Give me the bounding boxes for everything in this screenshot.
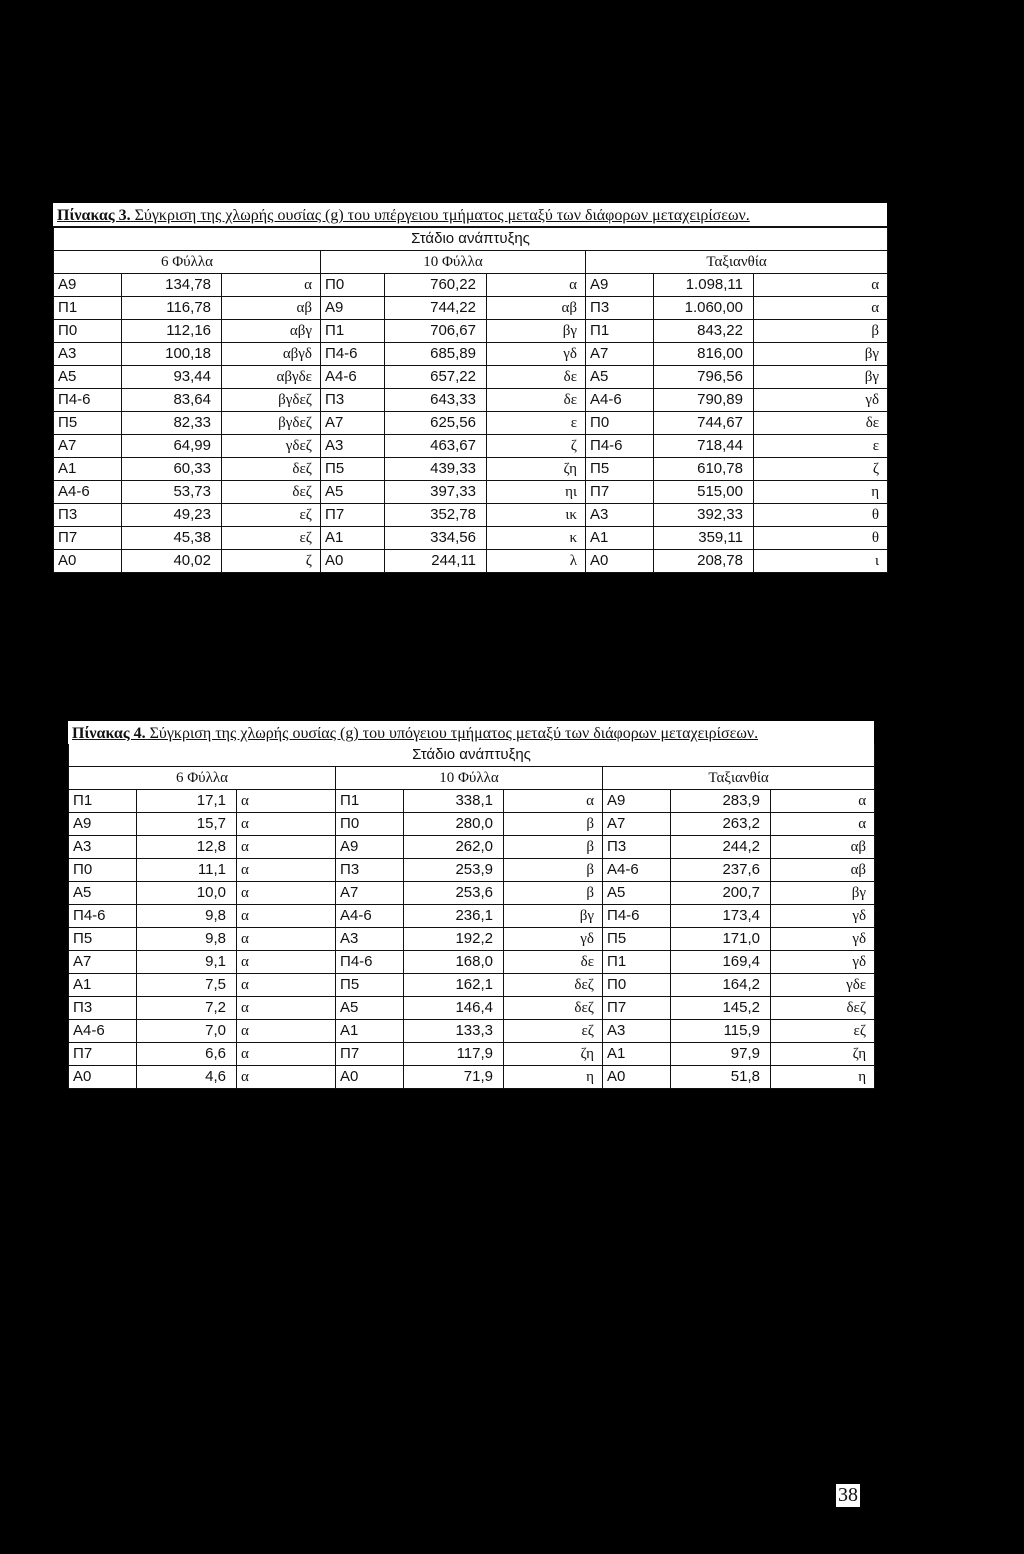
inflorescence-treatment-cell: Α7 xyxy=(586,343,654,366)
10-leaves-treatment-cell: Α5 xyxy=(336,997,404,1020)
inflorescence-value-cell: 200,7 xyxy=(671,882,771,905)
inflorescence-value-cell: 169,4 xyxy=(671,951,771,974)
table-row xyxy=(54,504,888,527)
inflorescence-group-cell: δε xyxy=(754,412,888,435)
inflorescence-group-cell: α xyxy=(754,297,888,320)
inflorescence-treatment-cell: Π4-6 xyxy=(586,435,654,458)
inflorescence-treatment-cell: Α4-6 xyxy=(586,389,654,412)
table-4-caption-label: Πίνακας 4. xyxy=(72,725,146,742)
10-leaves-value-cell: 244,11 xyxy=(385,550,487,573)
6-leaves-group-cell: αβγ xyxy=(222,320,321,343)
inflorescence-group-cell: βγ xyxy=(771,882,875,905)
6-leaves-value-cell: 12,8 xyxy=(137,836,237,859)
10-leaves-treatment-cell: Α1 xyxy=(336,1020,404,1043)
inflorescence-value-cell: 796,56 xyxy=(654,366,754,389)
table-row xyxy=(69,928,875,951)
10-leaves-group-cell: λ xyxy=(487,550,586,573)
6-leaves-treatment-cell: Π4-6 xyxy=(69,905,137,928)
6-leaves-group-cell: α xyxy=(237,813,336,836)
inflorescence-group-cell: ε xyxy=(754,435,888,458)
table-4-caption-text: Σύγκριση της χλωρής ουσίας (g) του υπόγειου τμήματος μεταξύ των διάφορων μεταχειρίσεων. xyxy=(145,725,759,742)
inflorescence-group-cell: θ xyxy=(754,527,888,550)
inflorescence-group-cell: γδε xyxy=(771,974,875,997)
inflorescence-group-cell: γδ xyxy=(771,951,875,974)
inflorescence-value-cell: 263,2 xyxy=(671,813,771,836)
table-4-col-header-6-leaves: 6 Φύλλα xyxy=(69,767,336,790)
6-leaves-treatment-cell: Α7 xyxy=(54,435,122,458)
inflorescence-value-cell: 145,2 xyxy=(671,997,771,1020)
table-row xyxy=(69,836,875,859)
10-leaves-group-cell: η xyxy=(504,1066,603,1089)
table-row xyxy=(69,974,875,997)
6-leaves-treatment-cell: Π1 xyxy=(69,790,137,813)
inflorescence-value-cell: 244,2 xyxy=(671,836,771,859)
10-leaves-treatment-cell: Α1 xyxy=(321,527,385,550)
inflorescence-group-cell: α xyxy=(771,790,875,813)
10-leaves-treatment-cell: Π7 xyxy=(321,504,385,527)
10-leaves-value-cell: 463,67 xyxy=(385,435,487,458)
10-leaves-treatment-cell: Π4-6 xyxy=(336,951,404,974)
10-leaves-value-cell: 397,33 xyxy=(385,481,487,504)
inflorescence-value-cell: 610,78 xyxy=(654,458,754,481)
inflorescence-treatment-cell: Π0 xyxy=(603,974,671,997)
6-leaves-group-cell: αβγδ xyxy=(222,343,321,366)
inflorescence-group-cell: βγ xyxy=(754,343,888,366)
6-leaves-group-cell: βγδεζ xyxy=(222,412,321,435)
table-row xyxy=(54,297,888,320)
table-4-col-header-inflorescence: Ταξιανθία xyxy=(603,767,875,790)
6-leaves-treatment-cell: Α1 xyxy=(69,974,137,997)
inflorescence-group-cell: αβ xyxy=(771,836,875,859)
page-number: 38 xyxy=(838,1484,858,1506)
table-row xyxy=(54,366,888,389)
table-row xyxy=(54,550,888,573)
inflorescence-group-cell: γδ xyxy=(754,389,888,412)
inflorescence-group-cell: εζ xyxy=(771,1020,875,1043)
10-leaves-treatment-cell: Α0 xyxy=(336,1066,404,1089)
inflorescence-treatment-cell: Α4-6 xyxy=(603,859,671,882)
inflorescence-group-cell: θ xyxy=(754,504,888,527)
table-3-stage-header: Στάδιο ανάπτυξης xyxy=(54,228,888,251)
6-leaves-treatment-cell: Π1 xyxy=(54,297,122,320)
10-leaves-treatment-cell: Α4-6 xyxy=(336,905,404,928)
table-3-caption-label: Πίνακας 3. xyxy=(57,207,131,224)
6-leaves-value-cell: 83,64 xyxy=(122,389,222,412)
6-leaves-treatment-cell: Α5 xyxy=(69,882,137,905)
10-leaves-treatment-cell: Α3 xyxy=(321,435,385,458)
6-leaves-value-cell: 9,8 xyxy=(137,928,237,951)
10-leaves-treatment-cell: Α4-6 xyxy=(321,366,385,389)
6-leaves-value-cell: 17,1 xyxy=(137,790,237,813)
6-leaves-treatment-cell: Α1 xyxy=(54,458,122,481)
6-leaves-value-cell: 40,02 xyxy=(122,550,222,573)
10-leaves-value-cell: 439,33 xyxy=(385,458,487,481)
inflorescence-treatment-cell: Π4-6 xyxy=(603,905,671,928)
6-leaves-group-cell: αβ xyxy=(222,297,321,320)
10-leaves-value-cell: 352,78 xyxy=(385,504,487,527)
inflorescence-value-cell: 283,9 xyxy=(671,790,771,813)
10-leaves-value-cell: 71,9 xyxy=(404,1066,504,1089)
table-3 xyxy=(53,227,888,573)
10-leaves-treatment-cell: Π0 xyxy=(336,813,404,836)
6-leaves-treatment-cell: Α9 xyxy=(54,274,122,297)
inflorescence-value-cell: 237,6 xyxy=(671,859,771,882)
10-leaves-group-cell: ζη xyxy=(504,1043,603,1066)
table-3-section xyxy=(53,203,887,573)
10-leaves-value-cell: 117,9 xyxy=(404,1043,504,1066)
inflorescence-group-cell: ζη xyxy=(771,1043,875,1066)
10-leaves-treatment-cell: Π3 xyxy=(321,389,385,412)
10-leaves-group-cell: ζη xyxy=(487,458,586,481)
6-leaves-value-cell: 11,1 xyxy=(137,859,237,882)
6-leaves-value-cell: 9,1 xyxy=(137,951,237,974)
6-leaves-group-cell: δεζ xyxy=(222,481,321,504)
table-row xyxy=(69,997,875,1020)
10-leaves-group-cell: αβ xyxy=(487,297,586,320)
6-leaves-group-cell: ζ xyxy=(222,550,321,573)
6-leaves-treatment-cell: Α9 xyxy=(69,813,137,836)
6-leaves-treatment-cell: Α7 xyxy=(69,951,137,974)
table-row xyxy=(69,1066,875,1089)
table-3-col-header-inflorescence: Ταξιανθία xyxy=(586,251,888,274)
inflorescence-value-cell: 790,89 xyxy=(654,389,754,412)
10-leaves-group-cell: δε xyxy=(504,951,603,974)
table-3-caption-text: Σύγκριση της χλωρής ουσίας (g) του υπέργειου τμήματος μεταξύ των διάφορων μεταχειρίσεων. xyxy=(130,207,750,224)
10-leaves-group-cell: β xyxy=(504,813,603,836)
6-leaves-treatment-cell: Π4-6 xyxy=(54,389,122,412)
table-4-stage-header: Στάδιο ανάπτυξης xyxy=(69,744,875,767)
10-leaves-value-cell: 236,1 xyxy=(404,905,504,928)
10-leaves-value-cell: 744,22 xyxy=(385,297,487,320)
10-leaves-group-cell: γδ xyxy=(504,928,603,951)
10-leaves-treatment-cell: Α0 xyxy=(321,550,385,573)
6-leaves-value-cell: 93,44 xyxy=(122,366,222,389)
10-leaves-value-cell: 625,56 xyxy=(385,412,487,435)
6-leaves-group-cell: γδεζ xyxy=(222,435,321,458)
6-leaves-value-cell: 7,0 xyxy=(137,1020,237,1043)
inflorescence-group-cell: ζ xyxy=(754,458,888,481)
6-leaves-treatment-cell: Π7 xyxy=(54,527,122,550)
6-leaves-treatment-cell: Α0 xyxy=(69,1066,137,1089)
6-leaves-group-cell: δεζ xyxy=(222,458,321,481)
10-leaves-treatment-cell: Π7 xyxy=(336,1043,404,1066)
inflorescence-treatment-cell: Π5 xyxy=(586,458,654,481)
inflorescence-treatment-cell: Α0 xyxy=(603,1066,671,1089)
inflorescence-value-cell: 1.098,11 xyxy=(654,274,754,297)
10-leaves-value-cell: 162,1 xyxy=(404,974,504,997)
6-leaves-treatment-cell: Π0 xyxy=(54,320,122,343)
inflorescence-value-cell: 816,00 xyxy=(654,343,754,366)
inflorescence-value-cell: 392,33 xyxy=(654,504,754,527)
6-leaves-group-cell: α xyxy=(237,790,336,813)
6-leaves-value-cell: 60,33 xyxy=(122,458,222,481)
6-leaves-treatment-cell: Π7 xyxy=(69,1043,137,1066)
inflorescence-value-cell: 718,44 xyxy=(654,435,754,458)
table-row xyxy=(54,481,888,504)
table-row xyxy=(69,1043,875,1066)
inflorescence-group-cell: ι xyxy=(754,550,888,573)
inflorescence-group-cell: βγ xyxy=(754,366,888,389)
6-leaves-value-cell: 7,2 xyxy=(137,997,237,1020)
6-leaves-group-cell: α xyxy=(237,836,336,859)
6-leaves-value-cell: 9,8 xyxy=(137,905,237,928)
10-leaves-value-cell: 760,22 xyxy=(385,274,487,297)
10-leaves-group-cell: ηι xyxy=(487,481,586,504)
inflorescence-group-cell: α xyxy=(771,813,875,836)
6-leaves-treatment-cell: Π0 xyxy=(69,859,137,882)
table-row xyxy=(69,859,875,882)
6-leaves-value-cell: 4,6 xyxy=(137,1066,237,1089)
inflorescence-value-cell: 1.060,00 xyxy=(654,297,754,320)
table-row xyxy=(69,1020,875,1043)
table-row xyxy=(54,412,888,435)
10-leaves-group-cell: β xyxy=(504,836,603,859)
10-leaves-group-cell: δε xyxy=(487,389,586,412)
10-leaves-treatment-cell: Α3 xyxy=(336,928,404,951)
6-leaves-group-cell: α xyxy=(237,951,336,974)
10-leaves-group-cell: κ xyxy=(487,527,586,550)
10-leaves-group-cell: β xyxy=(504,859,603,882)
inflorescence-group-cell: α xyxy=(754,274,888,297)
10-leaves-group-cell: α xyxy=(487,274,586,297)
inflorescence-value-cell: 208,78 xyxy=(654,550,754,573)
6-leaves-group-cell: α xyxy=(237,1020,336,1043)
10-leaves-value-cell: 192,2 xyxy=(404,928,504,951)
inflorescence-treatment-cell: Α5 xyxy=(586,366,654,389)
inflorescence-treatment-cell: Α3 xyxy=(586,504,654,527)
10-leaves-treatment-cell: Π1 xyxy=(336,790,404,813)
6-leaves-group-cell: α xyxy=(237,997,336,1020)
6-leaves-treatment-cell: Α3 xyxy=(54,343,122,366)
6-leaves-group-cell: α xyxy=(237,1043,336,1066)
table-4 xyxy=(68,744,875,1089)
10-leaves-group-cell: ικ xyxy=(487,504,586,527)
6-leaves-value-cell: 6,6 xyxy=(137,1043,237,1066)
table-row xyxy=(54,274,888,297)
inflorescence-value-cell: 359,11 xyxy=(654,527,754,550)
10-leaves-group-cell: δε xyxy=(487,366,586,389)
table-3-col-header-10-leaves: 10 Φύλλα xyxy=(321,251,586,274)
10-leaves-value-cell: 262,0 xyxy=(404,836,504,859)
6-leaves-group-cell: α xyxy=(237,905,336,928)
table-row xyxy=(69,813,875,836)
inflorescence-treatment-cell: Α0 xyxy=(586,550,654,573)
10-leaves-value-cell: 280,0 xyxy=(404,813,504,836)
6-leaves-value-cell: 10,0 xyxy=(137,882,237,905)
inflorescence-value-cell: 164,2 xyxy=(671,974,771,997)
10-leaves-value-cell: 657,22 xyxy=(385,366,487,389)
inflorescence-value-cell: 97,9 xyxy=(671,1043,771,1066)
table-row xyxy=(69,882,875,905)
10-leaves-treatment-cell: Π4-6 xyxy=(321,343,385,366)
inflorescence-value-cell: 515,00 xyxy=(654,481,754,504)
6-leaves-treatment-cell: Α4-6 xyxy=(54,481,122,504)
10-leaves-treatment-cell: Π3 xyxy=(336,859,404,882)
10-leaves-value-cell: 168,0 xyxy=(404,951,504,974)
inflorescence-group-cell: γδ xyxy=(771,928,875,951)
inflorescence-treatment-cell: Α7 xyxy=(603,813,671,836)
6-leaves-group-cell: εζ xyxy=(222,527,321,550)
inflorescence-treatment-cell: Π3 xyxy=(603,836,671,859)
table-row xyxy=(54,320,888,343)
6-leaves-group-cell: α xyxy=(237,928,336,951)
inflorescence-group-cell: γδ xyxy=(771,905,875,928)
inflorescence-group-cell: η xyxy=(754,481,888,504)
table-row xyxy=(54,527,888,550)
6-leaves-group-cell: βγδεζ xyxy=(222,389,321,412)
6-leaves-group-cell: α xyxy=(237,859,336,882)
inflorescence-value-cell: 171,0 xyxy=(671,928,771,951)
inflorescence-value-cell: 115,9 xyxy=(671,1020,771,1043)
inflorescence-treatment-cell: Π0 xyxy=(586,412,654,435)
6-leaves-treatment-cell: Π5 xyxy=(69,928,137,951)
10-leaves-treatment-cell: Α9 xyxy=(336,836,404,859)
10-leaves-value-cell: 253,9 xyxy=(404,859,504,882)
6-leaves-group-cell: αβγδε xyxy=(222,366,321,389)
table-row xyxy=(54,389,888,412)
inflorescence-value-cell: 843,22 xyxy=(654,320,754,343)
inflorescence-group-cell: η xyxy=(771,1066,875,1089)
inflorescence-treatment-cell: Π1 xyxy=(586,320,654,343)
10-leaves-value-cell: 685,89 xyxy=(385,343,487,366)
10-leaves-group-cell: γδ xyxy=(487,343,586,366)
6-leaves-value-cell: 116,78 xyxy=(122,297,222,320)
10-leaves-value-cell: 643,33 xyxy=(385,389,487,412)
10-leaves-treatment-cell: Π0 xyxy=(321,274,385,297)
10-leaves-value-cell: 334,56 xyxy=(385,527,487,550)
6-leaves-value-cell: 45,38 xyxy=(122,527,222,550)
6-leaves-treatment-cell: Π3 xyxy=(69,997,137,1020)
inflorescence-group-cell: δεζ xyxy=(771,997,875,1020)
10-leaves-group-cell: ζ xyxy=(487,435,586,458)
inflorescence-treatment-cell: Π5 xyxy=(603,928,671,951)
table-row xyxy=(69,790,875,813)
6-leaves-value-cell: 7,5 xyxy=(137,974,237,997)
inflorescence-treatment-cell: Α9 xyxy=(586,274,654,297)
10-leaves-treatment-cell: Π1 xyxy=(321,320,385,343)
10-leaves-treatment-cell: Π5 xyxy=(321,458,385,481)
6-leaves-value-cell: 15,7 xyxy=(137,813,237,836)
10-leaves-value-cell: 133,3 xyxy=(404,1020,504,1043)
6-leaves-group-cell: α xyxy=(237,974,336,997)
10-leaves-treatment-cell: Α5 xyxy=(321,481,385,504)
inflorescence-value-cell: 744,67 xyxy=(654,412,754,435)
table-3-caption xyxy=(53,203,887,227)
6-leaves-treatment-cell: Α0 xyxy=(54,550,122,573)
inflorescence-value-cell: 173,4 xyxy=(671,905,771,928)
inflorescence-treatment-cell: Α1 xyxy=(586,527,654,550)
10-leaves-value-cell: 338,1 xyxy=(404,790,504,813)
table-4-section xyxy=(68,721,874,1089)
table-row xyxy=(69,951,875,974)
10-leaves-treatment-cell: Α7 xyxy=(336,882,404,905)
10-leaves-group-cell: εζ xyxy=(504,1020,603,1043)
6-leaves-treatment-cell: Α3 xyxy=(69,836,137,859)
6-leaves-group-cell: α xyxy=(237,1066,336,1089)
table-3-col-header-6-leaves: 6 Φύλλα xyxy=(54,251,321,274)
table-row xyxy=(69,905,875,928)
10-leaves-group-cell: β xyxy=(504,882,603,905)
10-leaves-group-cell: βγ xyxy=(487,320,586,343)
6-leaves-value-cell: 64,99 xyxy=(122,435,222,458)
inflorescence-treatment-cell: Π1 xyxy=(603,951,671,974)
10-leaves-value-cell: 706,67 xyxy=(385,320,487,343)
10-leaves-group-cell: δεζ xyxy=(504,974,603,997)
table-4-caption xyxy=(68,721,874,744)
6-leaves-value-cell: 112,16 xyxy=(122,320,222,343)
table-row xyxy=(54,343,888,366)
6-leaves-value-cell: 82,33 xyxy=(122,412,222,435)
6-leaves-group-cell: α xyxy=(237,882,336,905)
10-leaves-group-cell: ε xyxy=(487,412,586,435)
inflorescence-treatment-cell: Α5 xyxy=(603,882,671,905)
10-leaves-group-cell: α xyxy=(504,790,603,813)
6-leaves-value-cell: 49,23 xyxy=(122,504,222,527)
10-leaves-treatment-cell: Π5 xyxy=(336,974,404,997)
10-leaves-treatment-cell: Α7 xyxy=(321,412,385,435)
inflorescence-treatment-cell: Π7 xyxy=(603,997,671,1020)
inflorescence-treatment-cell: Π7 xyxy=(586,481,654,504)
10-leaves-value-cell: 146,4 xyxy=(404,997,504,1020)
table-row xyxy=(54,435,888,458)
6-leaves-value-cell: 100,18 xyxy=(122,343,222,366)
inflorescence-treatment-cell: Α1 xyxy=(603,1043,671,1066)
inflorescence-treatment-cell: Α9 xyxy=(603,790,671,813)
6-leaves-treatment-cell: Α5 xyxy=(54,366,122,389)
6-leaves-treatment-cell: Π5 xyxy=(54,412,122,435)
table-4-col-header-10-leaves: 10 Φύλλα xyxy=(336,767,603,790)
6-leaves-group-cell: εζ xyxy=(222,504,321,527)
10-leaves-treatment-cell: Α9 xyxy=(321,297,385,320)
6-leaves-group-cell: α xyxy=(222,274,321,297)
6-leaves-treatment-cell: Α4-6 xyxy=(69,1020,137,1043)
inflorescence-group-cell: αβ xyxy=(771,859,875,882)
table-row xyxy=(54,458,888,481)
inflorescence-treatment-cell: Π3 xyxy=(586,297,654,320)
6-leaves-treatment-cell: Π3 xyxy=(54,504,122,527)
inflorescence-treatment-cell: Α3 xyxy=(603,1020,671,1043)
10-leaves-value-cell: 253,6 xyxy=(404,882,504,905)
10-leaves-group-cell: βγ xyxy=(504,905,603,928)
inflorescence-value-cell: 51,8 xyxy=(671,1066,771,1089)
6-leaves-value-cell: 134,78 xyxy=(122,274,222,297)
10-leaves-group-cell: δεζ xyxy=(504,997,603,1020)
inflorescence-group-cell: β xyxy=(754,320,888,343)
6-leaves-value-cell: 53,73 xyxy=(122,481,222,504)
